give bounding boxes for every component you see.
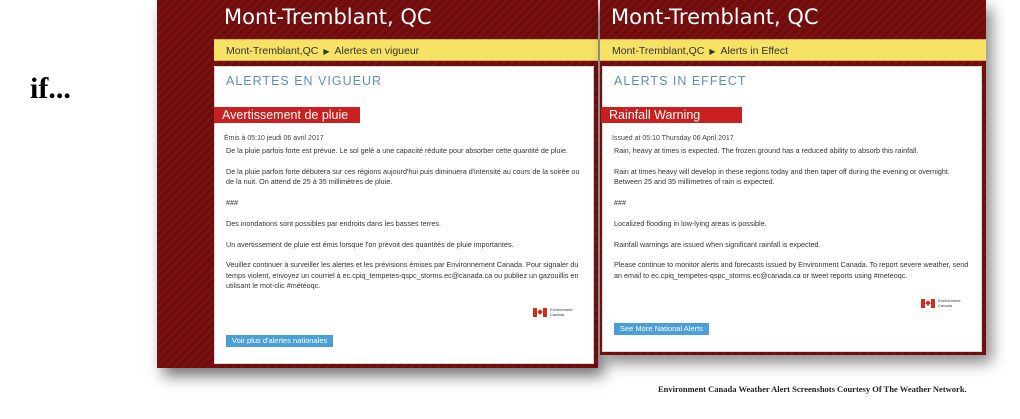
section-heading: ALERTES EN VIGUEUR bbox=[226, 74, 383, 88]
alert-paragraph: Localized flooding in low-lying areas is possible. bbox=[614, 218, 767, 228]
alert-body bbox=[226, 146, 581, 302]
alert-paragraph: Please continue to monitor alerts and forecasts issued by Environment Canada. To report severe weather, send an email to ec.cpiq_tempetes-qspc_storms.ec@canada.ca or tweet reports using #meteoqc. bbox=[614, 260, 969, 280]
alert-paragraph: Rainfall warnings are issued when significant rainfall is expected. bbox=[614, 239, 821, 249]
breadcrumb-page: Alertes en vigueur bbox=[334, 45, 420, 57]
environment-canada-logo bbox=[533, 308, 578, 317]
canada-flag-icon bbox=[533, 308, 547, 317]
alert-paragraph: Veuillez continuer à surveiller les alertes et les prévisions émises par Environnement Canada. Pour signaler du temps violent, envoyez un courriel à ec.cpiq_tempetes-qspc_storms.ec@canada.ca ou publiez un gazouillis en utilisant le mot-clic #météoqc. bbox=[226, 260, 579, 291]
alert-content bbox=[602, 66, 982, 352]
warning-title: Rainfall Warning bbox=[601, 107, 742, 123]
breadcrumb-page: Alerts in Effect bbox=[720, 45, 789, 57]
screenshot-credit: Environment Canada Weather Alert Screenshots Courtesy Of The Weather Network. bbox=[658, 384, 967, 394]
breadcrumb-city-link[interactable]: Mont-Tremblant,QC bbox=[226, 45, 319, 57]
alert-paragraph: ### bbox=[226, 198, 238, 207]
warning-title: Avertissement de pluie bbox=[214, 107, 360, 123]
more-alerts-button[interactable]: Voir plus d'alertes nationales bbox=[226, 335, 333, 347]
environment-canada-logo bbox=[921, 299, 966, 308]
alert-paragraph: Un avertissement de pluie est émis lorsque l'on prévoit des quantités de pluie importantes. bbox=[226, 239, 514, 249]
canada-flag-icon bbox=[921, 299, 935, 308]
breadcrumb bbox=[600, 39, 986, 61]
breadcrumb bbox=[214, 39, 598, 61]
more-alerts-button[interactable]: See More National Alerts bbox=[614, 323, 709, 335]
logo-text: Environment Canada bbox=[938, 298, 961, 308]
breadcrumb-arrow-icon: ▶ bbox=[323, 47, 330, 56]
alert-content bbox=[214, 66, 594, 364]
logo-text: Environment Canada bbox=[550, 307, 573, 317]
alert-paragraph: Des inondations sont possibles par endroits dans les basses terres. bbox=[226, 218, 441, 228]
issued-time: Issued at 05:10 Thursday 06 April 2017 bbox=[612, 135, 734, 142]
side-caption: if... bbox=[30, 72, 71, 105]
issued-time: Émis à 05:10 jeudi 06 avril 2017 bbox=[224, 135, 324, 142]
french-alert-panel bbox=[157, 0, 598, 368]
city-title: Mont-Tremblant, QC bbox=[224, 5, 432, 29]
alert-paragraph: Rain at times heavy will develop in these regions today and then taper off during the evening or overnight. Between 25 and 35 millimetres of rain is expected. bbox=[614, 166, 950, 187]
alert-paragraph: De la pluie parfois forte débutera sur ces régions aujourd'hui puis diminuera d'intensité au cours de la soirée ou de la nuit. On attend de 25 à 35 millimètres de pluie. bbox=[226, 166, 580, 187]
breadcrumb-city-link[interactable]: Mont-Tremblant,QC bbox=[612, 45, 705, 57]
alert-paragraph: ### bbox=[614, 198, 626, 207]
english-alert-panel bbox=[600, 0, 986, 355]
section-heading: ALERTS IN EFFECT bbox=[614, 74, 747, 88]
breadcrumb-arrow-icon: ▶ bbox=[709, 47, 716, 56]
alert-body bbox=[614, 146, 969, 292]
alert-paragraph: De la pluie parfois forte est prévue. Le sol gelé a une capacité réduite pour absorber cette quantité de pluie. bbox=[226, 146, 569, 155]
city-title: Mont-Tremblant, QC bbox=[611, 5, 819, 29]
alert-paragraph: Rain, heavy at times is expected. The frozen ground has a reduced ability to absorb this rainfall. bbox=[614, 146, 919, 155]
